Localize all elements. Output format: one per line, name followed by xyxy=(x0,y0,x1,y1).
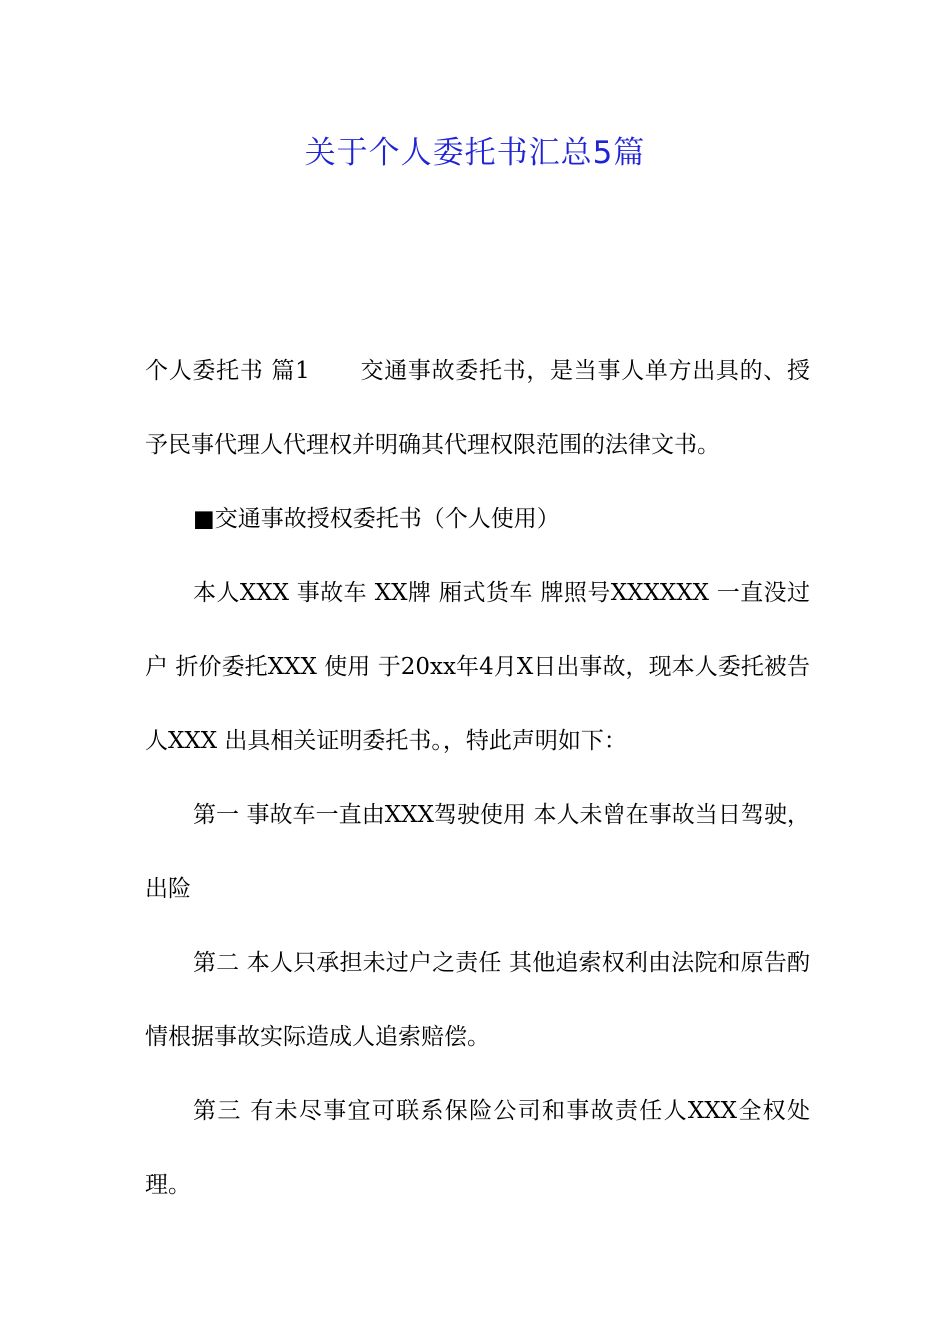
document-body xyxy=(145,334,810,1222)
paragraph-1: 本人XXX 事故车 XX牌 厢式货车 牌照号XXXXXX 一直没过户 折价委托XXX 使用 于20xx年4月X日出事故，现本人委托被告人XXX 出具相关证明委托书。，特此声明如下： xyxy=(145,580,810,754)
intro-paragraph xyxy=(145,334,810,482)
paragraph-4: 第三 有未尽事宜可联系保险公司和事故责任人XXX全权处理。 xyxy=(145,1098,810,1198)
paragraph-3: 第二 本人只承担未过户之责任 其他追索权利由法院和原告酌情根据事故实际造成人追索赔偿。 xyxy=(145,950,810,1050)
subheading-paragraph: ■交通事故授权委托书（个人使用） xyxy=(193,506,560,532)
section-heading: 个人委托书 篇1 xyxy=(145,358,310,384)
paragraph-2: 第一 事故车一直由XXX驾驶使用 本人未曾在事故当日驾驶，出险 xyxy=(145,802,810,902)
intro-text: 交通事故委托书，是当事人单方出具的、授予民事代理人代理权并明确其代理权限范围的法律文书。 xyxy=(145,358,811,458)
document-title: 关于个人委托书汇总5篇 xyxy=(304,135,646,171)
